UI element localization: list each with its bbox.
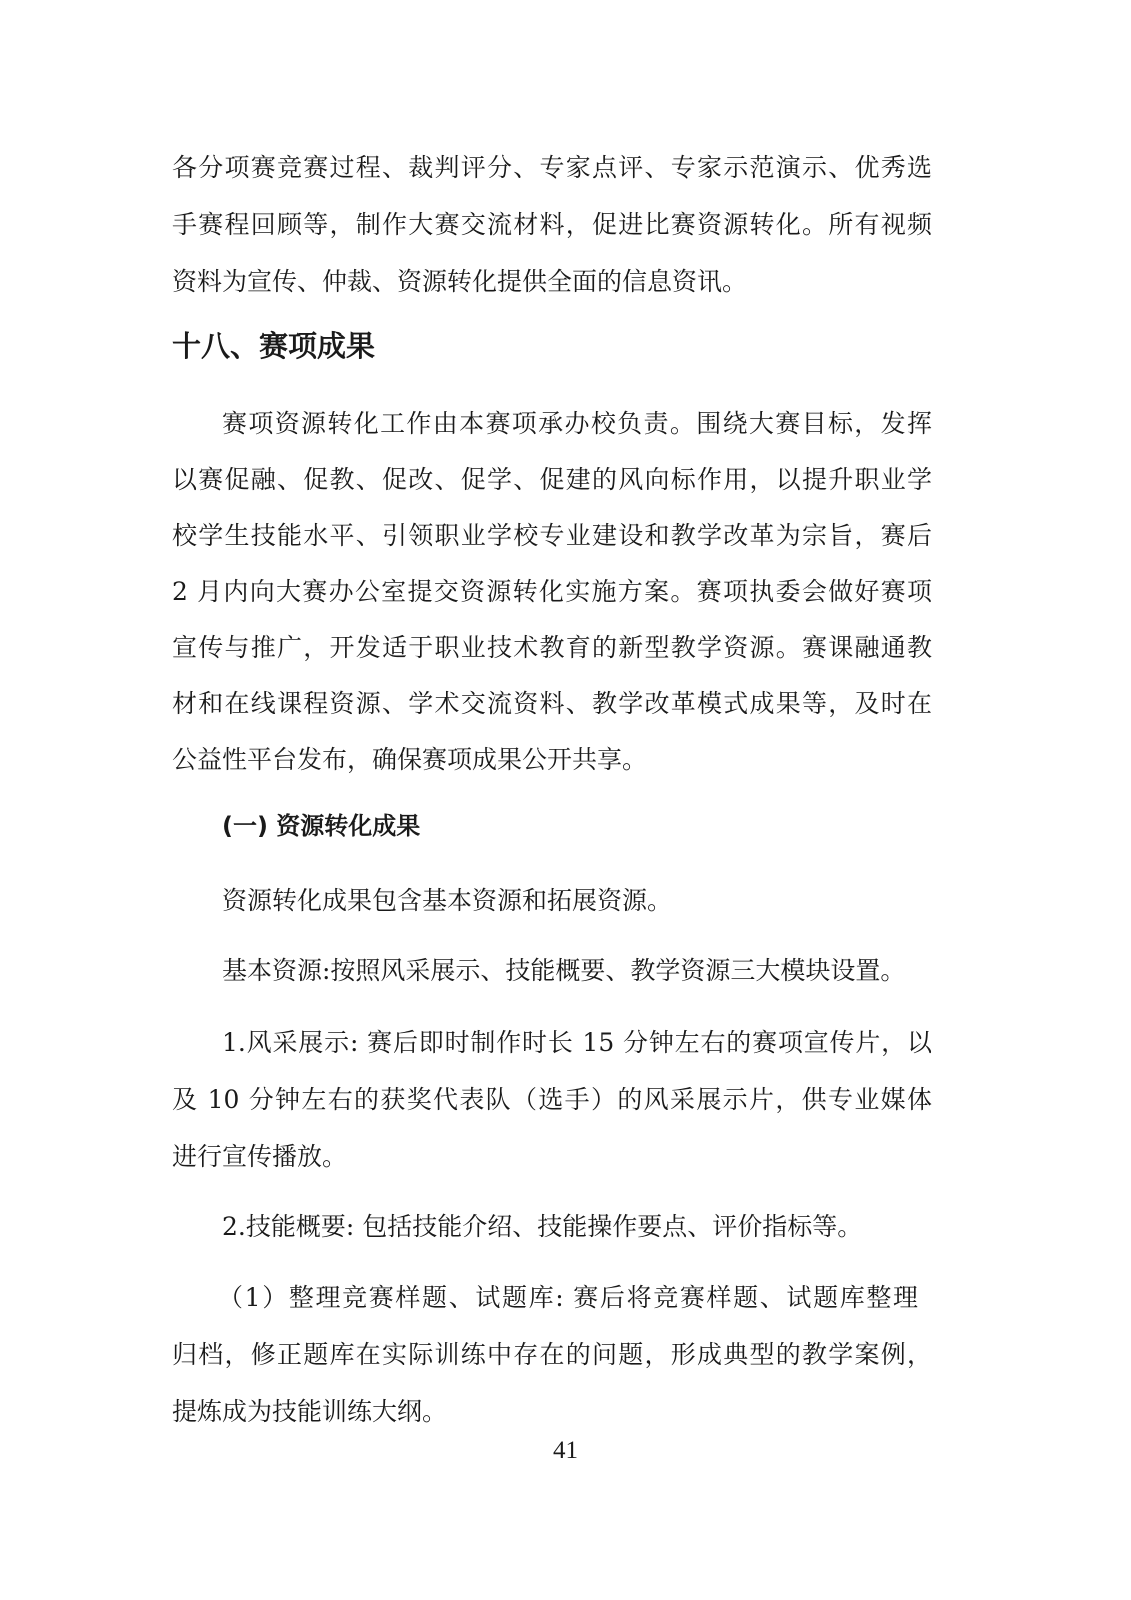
- item1-line-1: 1.风采展示: 赛后即时制作时长 15 分钟左右的赛项宣传片，以: [222, 1028, 932, 1057]
- resource-intro: 资源转化成果包含基本资源和拓展资源。: [222, 886, 673, 915]
- basic-resources: 基本资源:按照风采展示、技能概要、教学资源三大模块设置。: [222, 956, 906, 985]
- intro-line-1: 各分项赛竞赛过程、裁判评分、专家点评、专家示范演示、优秀选: [172, 153, 932, 182]
- intro-line-2: 手赛程回顾等，制作大赛交流材料，促进比赛资源转化。所有视频: [172, 210, 932, 239]
- section-paragraph-line-5: 宣传与推广，开发适于职业技术教育的新型教学资源。赛课融通教: [172, 633, 932, 662]
- section-paragraph-line-3: 校学生技能水平、引领职业学校专业建设和教学改革为宗旨，赛后: [172, 521, 932, 550]
- page-number: 41: [553, 1437, 578, 1464]
- item1-line-2: 及 10 分钟左右的获奖代表队（选手）的风采展示片，供专业媒体: [172, 1085, 932, 1114]
- section-paragraph-line-1: 赛项资源转化工作由本赛项承办校负责。围绕大赛目标，发挥: [222, 409, 932, 438]
- section-paragraph-line-4: 2 月内向大赛办公室提交资源转化实施方案。赛项执委会做好赛项: [172, 577, 932, 606]
- section-paragraph-line-2: 以赛促融、促教、促改、促学、促建的风向标作用，以提升职业学: [172, 465, 932, 494]
- item1-line-3: 进行宣传播放。: [172, 1142, 348, 1171]
- intro-line-3: 资料为宣传、仲裁、资源转化提供全面的信息资讯。: [172, 267, 748, 296]
- item2-sub1-line-3: 提炼成为技能训练大纲。: [172, 1397, 448, 1426]
- subsection-heading: (一) 资源转化成果: [222, 812, 421, 840]
- item2: 2.技能概要: 包括技能介绍、技能操作要点、评价指标等。: [222, 1212, 863, 1241]
- section-paragraph-line-6: 材和在线课程资源、学术交流资料、教学改革模式成果等，及时在: [172, 689, 932, 718]
- section-paragraph-line-7: 公益性平台发布，确保赛项成果公开共享。: [172, 745, 648, 774]
- item2-sub1-line-1: （1）整理竞赛样题、试题库: 赛后将竞赛样题、试题库整理: [218, 1283, 918, 1312]
- section-heading: 十八、赛项成果: [172, 329, 376, 363]
- item2-sub1-line-2: 归档，修正题库在实际训练中存在的问题，形成典型的教学案例，: [172, 1340, 932, 1369]
